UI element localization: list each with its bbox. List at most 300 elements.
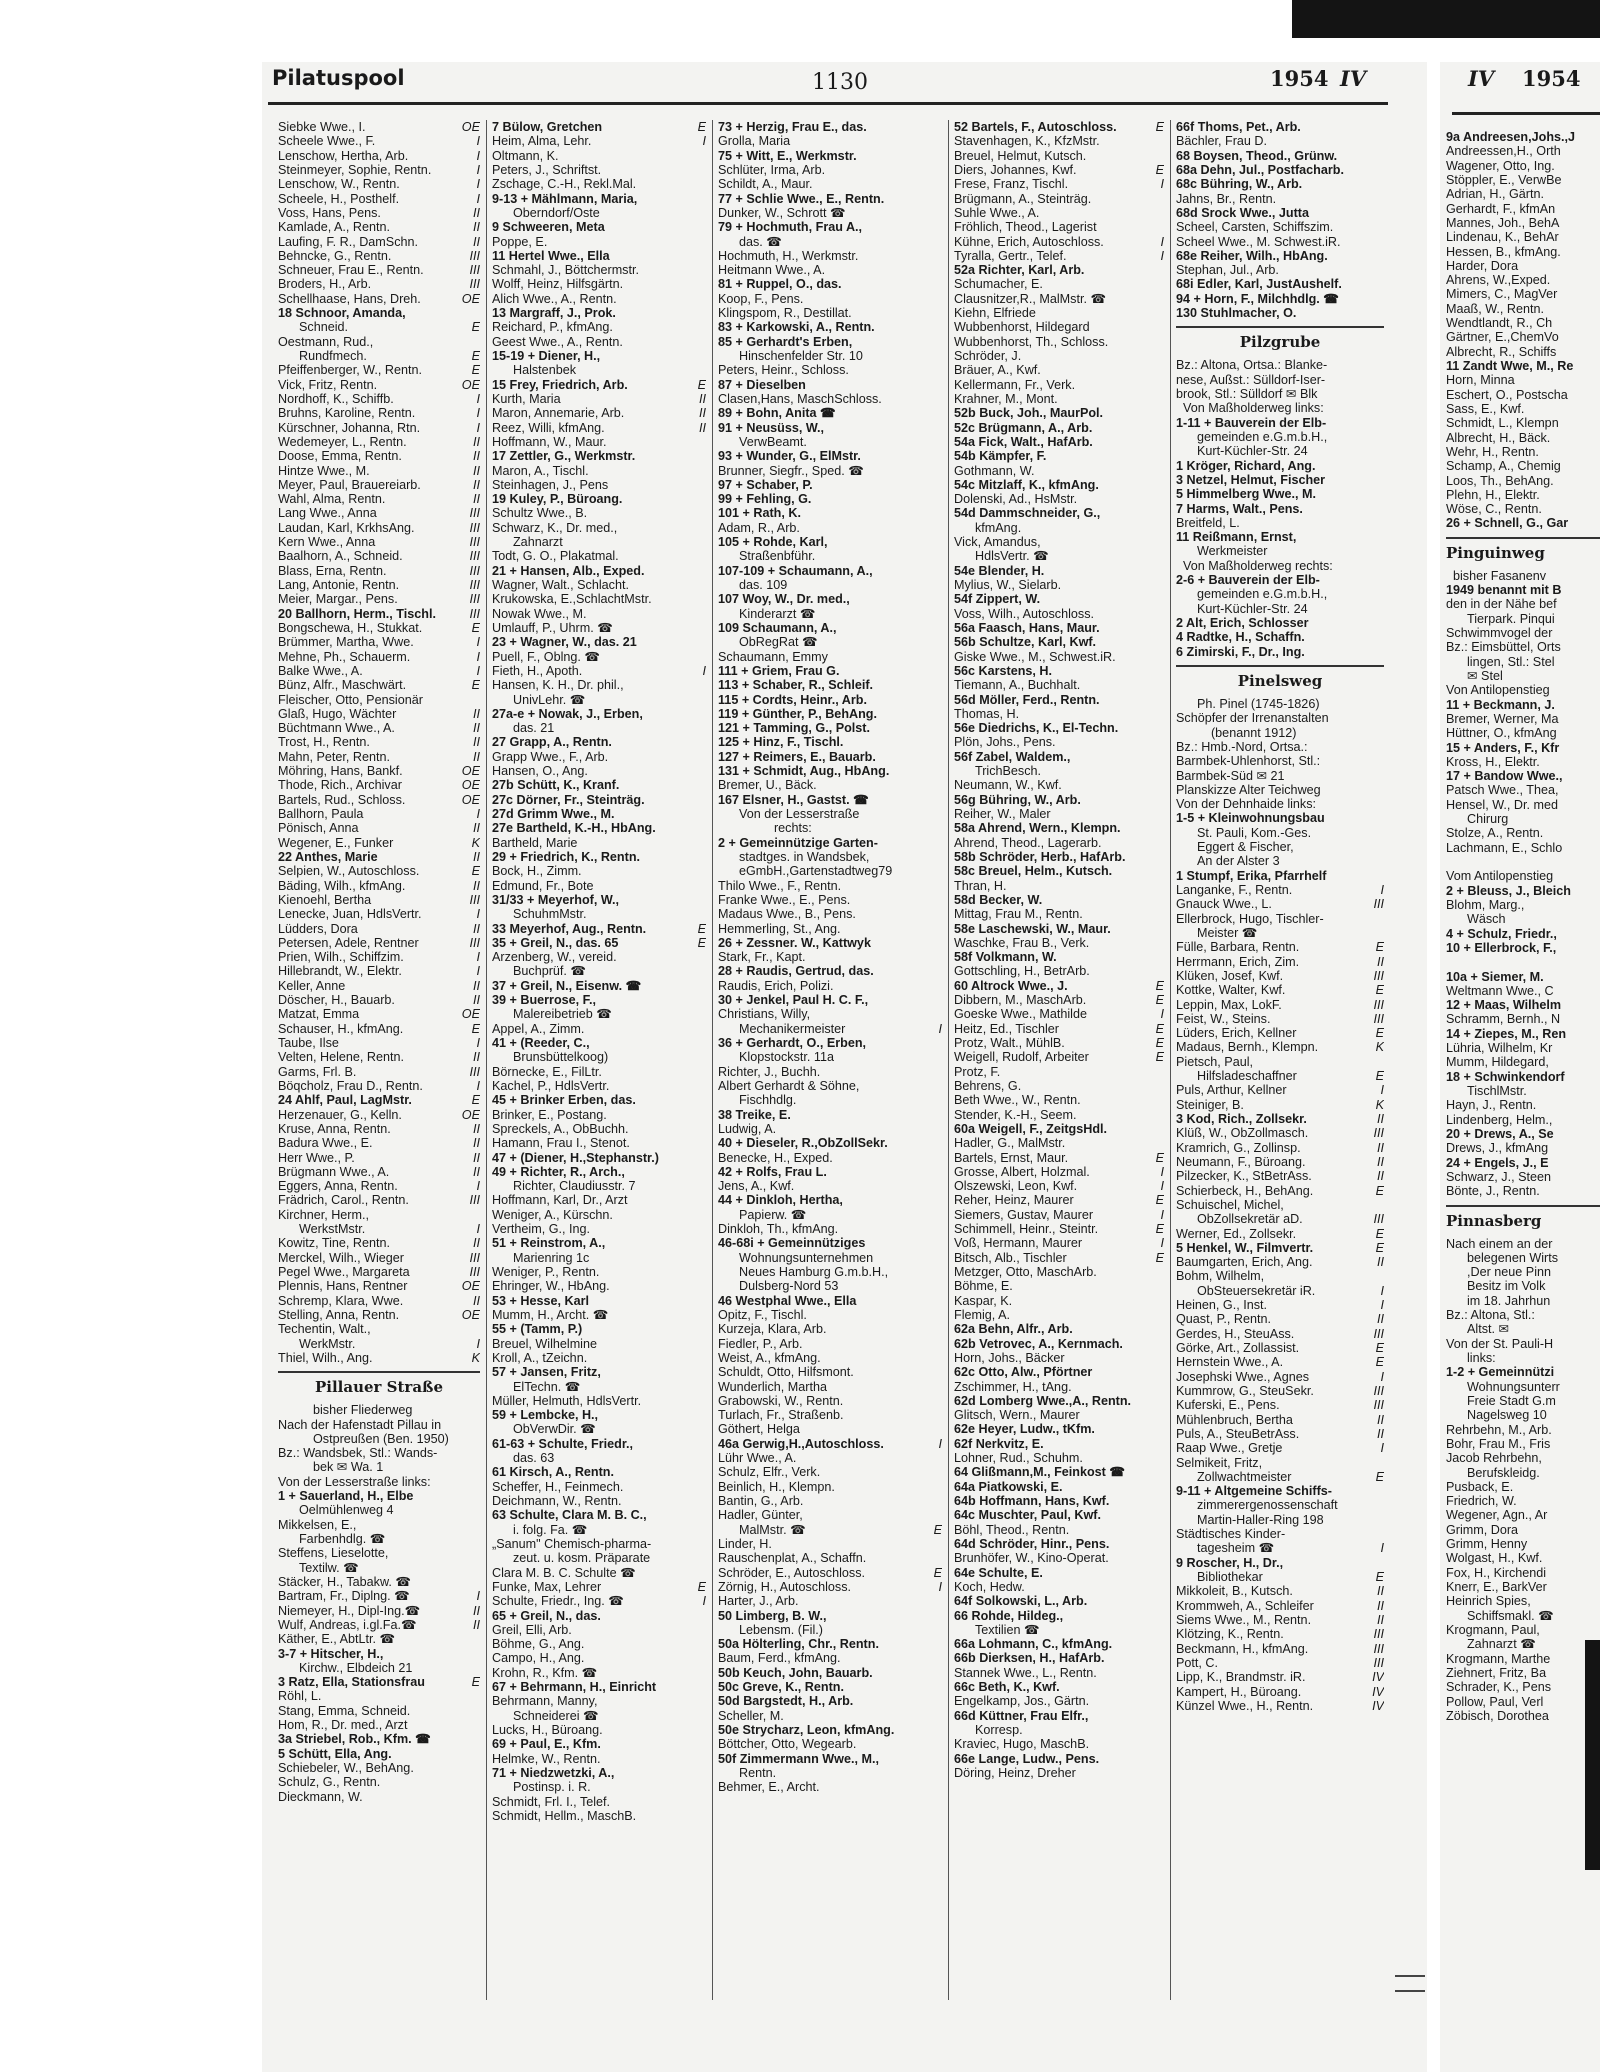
entry-text: 2 Alt, Erich, Schlosser xyxy=(1176,616,1309,630)
floor-marker xyxy=(1160,735,1164,749)
directory-entry xyxy=(492,363,706,377)
floor-marker xyxy=(938,1594,942,1608)
directory-entry xyxy=(278,1236,480,1250)
floor-marker: E xyxy=(697,120,706,134)
directory-entry xyxy=(1176,1627,1384,1641)
floor-marker xyxy=(1160,635,1164,649)
entry-text: Kummrow, G., SteuSekr. xyxy=(1176,1383,1314,1398)
directory-entry xyxy=(1176,740,1384,754)
entry-text: Garms, Frl. B. xyxy=(278,1064,357,1079)
floor-marker xyxy=(1380,1269,1384,1283)
entry-text: Fischhdlg. xyxy=(718,1093,797,1108)
floor-marker: I xyxy=(1160,1236,1164,1251)
floor-marker xyxy=(1160,721,1164,735)
entry-text: Scheele, H., Posthelf. xyxy=(278,191,400,206)
directory-entry xyxy=(278,378,480,392)
directory-entry xyxy=(1176,1198,1384,1212)
entry-text: ObVerwDir. ☎ xyxy=(492,1422,596,1437)
floor-marker xyxy=(938,1480,942,1494)
floor-marker xyxy=(1160,206,1164,220)
entry-text: Kramrich, G., Zollinsp. xyxy=(1176,1140,1301,1155)
directory-entry xyxy=(1176,373,1384,387)
floor-marker: III xyxy=(469,506,480,521)
floor-marker xyxy=(938,764,942,778)
entry-text: Bz.: Altona, Ortsa.: Blanke- xyxy=(1176,358,1328,373)
directory-entry xyxy=(954,879,1164,893)
floor-marker: III xyxy=(1373,1383,1384,1398)
entry-text: Campo, H., Ang. xyxy=(492,1651,585,1666)
directory-entry xyxy=(492,263,706,277)
directory-entry xyxy=(278,1251,480,1265)
directory-entry xyxy=(718,1208,942,1222)
floor-marker xyxy=(702,1551,706,1565)
directory-entry xyxy=(954,635,1164,649)
entry-text: Schimmell, Heinr., Steintr. xyxy=(954,1222,1099,1237)
directory-entry xyxy=(278,177,480,191)
entry-text: Madaus Wwe., B., Pens. xyxy=(718,907,856,922)
entry-text: Mehne, Ph., Schauerm. xyxy=(278,649,411,664)
directory-entry: Plehn, H., Elektr. xyxy=(1446,487,1540,502)
directory-entry xyxy=(954,807,1164,821)
floor-marker: I xyxy=(476,1222,480,1237)
floor-marker xyxy=(938,406,942,420)
floor-marker xyxy=(1160,363,1164,377)
entry-text: zeut. u. kosm. Präparate xyxy=(492,1551,651,1566)
directory-entry: 15 + Anders, F., Kfr xyxy=(1446,740,1560,755)
entry-text: Schulte, Friedr., Ing. ☎ xyxy=(492,1594,624,1609)
entry-text: Zahnarzt xyxy=(492,535,563,550)
floor-marker xyxy=(938,1752,942,1766)
floor-marker xyxy=(702,449,706,463)
floor-marker: III xyxy=(1373,897,1384,912)
directory-entry xyxy=(278,206,480,220)
entry-text: Schneid. xyxy=(278,320,349,335)
floor-marker xyxy=(702,607,706,621)
floor-marker xyxy=(938,277,942,291)
directory-entry xyxy=(1176,573,1384,587)
floor-marker xyxy=(1160,1465,1164,1479)
directory-entry xyxy=(492,1437,706,1451)
directory-entry xyxy=(1176,1227,1384,1241)
entry-text: Heitz, Ed., Tischler xyxy=(954,1021,1059,1036)
entry-text: 97 + Schaber, P. xyxy=(718,477,813,492)
floor-marker: II xyxy=(473,735,480,750)
floor-marker xyxy=(1380,840,1384,854)
entry-text: Zollwachtmeister xyxy=(1176,1469,1292,1484)
directory-entry xyxy=(492,764,706,778)
directory-entry xyxy=(954,549,1164,563)
entry-text: ElTechn. ☎ xyxy=(492,1379,581,1394)
directory-entry xyxy=(1176,277,1384,291)
entry-text: Kottke, Walter, Kwf. xyxy=(1176,983,1286,998)
floor-marker: I xyxy=(476,907,480,922)
floor-marker xyxy=(938,1151,942,1165)
entry-text: Schultz Wwe., B. xyxy=(492,506,588,521)
directory-entry xyxy=(1176,587,1384,601)
directory-entry xyxy=(278,464,480,478)
entry-text: Behrens, G. xyxy=(954,1078,1022,1093)
directory-entry: lingen, Stl.: Stel xyxy=(1446,654,1555,669)
directory-entry xyxy=(492,1465,706,1479)
floor-marker xyxy=(938,478,942,492)
directory-entry xyxy=(1176,811,1384,825)
directory-entry xyxy=(1176,192,1384,206)
floor-marker xyxy=(702,1508,706,1522)
directory-entry xyxy=(954,1666,1164,1680)
entry-text: Ostpreußen (Ben. 1950) xyxy=(278,1431,449,1446)
directory-entry xyxy=(492,1308,706,1322)
entry-text: Opitz, F., Tischl. xyxy=(718,1307,807,1322)
entry-text: Reher, Heinz, Maurer xyxy=(954,1193,1074,1208)
floor-marker xyxy=(1160,263,1164,277)
floor-marker: E xyxy=(1155,1150,1164,1165)
directory-entry xyxy=(1176,1098,1384,1112)
directory-entry xyxy=(718,1079,942,1093)
directory-entry: Ahrens, W.,Exped. xyxy=(1446,273,1551,288)
entry-text: Martin-Haller-Ring 198 xyxy=(1176,1512,1324,1527)
directory-entry xyxy=(492,521,706,535)
directory-entry xyxy=(954,1351,1164,1365)
floor-marker: E xyxy=(1375,1026,1384,1041)
directory-entry xyxy=(278,993,480,1007)
directory-entry xyxy=(718,134,942,148)
floor-marker xyxy=(702,1623,706,1637)
entry-text: 1-5 + Kleinwohnungsbau xyxy=(1176,811,1325,826)
entry-text: Thomas, H. xyxy=(954,706,1020,721)
directory-entry xyxy=(278,621,480,635)
directory-entry: Friedrich, W. xyxy=(1446,1494,1517,1509)
floor-marker xyxy=(938,1337,942,1351)
directory-entry xyxy=(718,492,942,506)
directory-entry xyxy=(954,435,1164,449)
floor-marker: I xyxy=(1160,1164,1164,1179)
entry-text: Von der Lesserstraße links: xyxy=(278,1474,431,1489)
floor-marker xyxy=(1160,1380,1164,1394)
directory-entry xyxy=(718,1737,942,1751)
entry-text: 9 Schweeren, Meta xyxy=(492,220,605,235)
directory-entry xyxy=(718,335,942,349)
directory-entry xyxy=(954,1394,1164,1408)
directory-entry xyxy=(718,149,942,163)
entry-text: Hinschenfelder Str. 10 xyxy=(718,349,863,363)
directory-entry xyxy=(954,464,1164,478)
entry-text: Selmikeit, Fritz, xyxy=(1176,1455,1263,1470)
directory-entry xyxy=(954,1694,1164,1708)
floor-marker xyxy=(938,320,942,334)
entry-text: 68 Boysen, Theod., Grünw. xyxy=(1176,148,1338,163)
floor-marker xyxy=(702,621,706,635)
entry-text: Benecke, H., Exped. xyxy=(718,1150,833,1165)
floor-marker xyxy=(702,1108,706,1122)
floor-marker xyxy=(702,807,706,821)
directory-entry xyxy=(954,922,1164,936)
entry-text: 119 + Günther, P., BehAng. xyxy=(718,706,877,721)
floor-marker: I xyxy=(476,1036,480,1050)
directory-entry xyxy=(718,392,942,406)
entry-text: Christians, Willy, xyxy=(718,1007,811,1022)
directory-entry xyxy=(492,621,706,635)
directory-entry xyxy=(278,635,480,649)
directory-entry: Blohm, Marg., xyxy=(1446,897,1525,912)
directory-entry xyxy=(954,177,1164,191)
directory-entry xyxy=(954,1265,1164,1279)
entry-text: 71 + Niedzwetzki, A., xyxy=(492,1765,615,1780)
directory-entry: Kross, H., Elektr. xyxy=(1446,754,1540,769)
floor-marker xyxy=(938,635,942,649)
directory-entry xyxy=(954,120,1164,134)
floor-marker xyxy=(702,592,706,606)
entry-text: Krahner, M., Mont. xyxy=(954,391,1058,406)
floor-marker: II xyxy=(473,434,480,449)
floor-marker xyxy=(938,1494,942,1508)
directory-entry xyxy=(1176,1427,1384,1441)
floor-marker: II xyxy=(473,721,480,736)
floor-marker xyxy=(1380,602,1384,616)
floor-marker: I xyxy=(476,148,480,163)
entry-text: Protz, F. xyxy=(954,1064,1001,1079)
floor-marker xyxy=(702,521,706,535)
directory-entry xyxy=(278,678,480,692)
directory-entry: Wolgast, H., Kwf. xyxy=(1446,1551,1543,1566)
floor-marker xyxy=(1160,1408,1164,1422)
entry-text: Hadler, Günter, xyxy=(718,1508,803,1523)
directory-entry xyxy=(278,1460,480,1474)
directory-entry xyxy=(954,363,1164,377)
directory-entry xyxy=(492,120,706,134)
floor-marker xyxy=(938,1508,942,1522)
floor-marker xyxy=(702,879,706,893)
floor-marker xyxy=(702,564,706,578)
entry-text: Schuldt, Otto, Hilfsmont. xyxy=(718,1365,854,1380)
entry-text: Siebke Wwe., I. xyxy=(278,120,366,134)
floor-marker: II xyxy=(473,1121,480,1136)
directory-entry xyxy=(278,1790,480,1804)
entry-text: stadtges. in Wandsbek, xyxy=(718,849,870,864)
directory-entry xyxy=(278,879,480,893)
floor-marker xyxy=(938,249,942,263)
floor-marker: E xyxy=(471,1675,480,1690)
directory-entry: 1-2 + Gemeinnützi xyxy=(1446,1365,1555,1380)
floor-marker: I xyxy=(1160,1207,1164,1222)
entry-text: Oestmann, Rud., xyxy=(278,334,374,349)
floor-marker: II xyxy=(473,821,480,836)
entry-text: 53 + Hesse, Karl xyxy=(492,1293,589,1308)
floor-marker xyxy=(702,1723,706,1737)
floor-marker: II xyxy=(473,1617,480,1632)
directory-entry xyxy=(278,1689,480,1703)
floor-marker xyxy=(938,578,942,592)
directory-entry xyxy=(718,893,942,907)
directory-entry xyxy=(954,564,1164,578)
directory-entry xyxy=(492,1022,706,1036)
directory-entry: Albrecht, H., Bäck. xyxy=(1446,430,1551,445)
entry-text: 58f Volkmann, W. xyxy=(954,950,1057,965)
entry-text: Meier, Margar., Pens. xyxy=(278,592,398,607)
floor-marker: III xyxy=(1373,997,1384,1012)
entry-text: Brunner, Siegfr., Sped. ☎ xyxy=(718,463,864,478)
directory-entry xyxy=(278,549,480,563)
directory-entry xyxy=(1176,1284,1384,1298)
entry-text: gemeinden e.G.m.b.H., xyxy=(1176,587,1328,602)
floor-marker xyxy=(476,306,480,320)
directory-entry xyxy=(1176,1012,1384,1026)
floor-marker xyxy=(1160,1093,1164,1107)
entry-text: Lenecke, Juan, HdlsVertr. xyxy=(278,907,422,922)
directory-entry xyxy=(718,306,942,320)
entry-text: Grosse, Albert, Holzmal. xyxy=(954,1164,1090,1179)
entry-text: Thran, H. xyxy=(954,878,1007,893)
directory-entry xyxy=(954,1465,1164,1479)
directory-entry xyxy=(1176,1656,1384,1670)
directory-entry xyxy=(718,1122,942,1136)
entry-text: Göthert, Helga xyxy=(718,1422,800,1437)
entry-text: 41 + (Reeder, C., xyxy=(492,1036,590,1050)
floor-marker: E xyxy=(1155,162,1164,177)
entry-text: Glaß, Hugo, Wächter xyxy=(278,706,397,721)
directory-entry xyxy=(718,1651,942,1665)
floor-marker xyxy=(702,1265,706,1279)
floor-marker: I xyxy=(476,406,480,421)
directory-entry xyxy=(954,277,1164,291)
floor-marker xyxy=(702,1752,706,1766)
floor-marker xyxy=(702,836,706,850)
entry-text: Neumann, W., Kwf. xyxy=(954,778,1062,793)
entry-text: Voss, Wilh., Autoschloss. xyxy=(954,606,1094,621)
directory-entry xyxy=(1176,134,1384,148)
directory-entry xyxy=(954,1222,1164,1236)
directory-entry: Loos, Th., BehAng. xyxy=(1446,473,1554,488)
entry-text: Bräuer, A., Kwf. xyxy=(954,363,1041,378)
directory-entry xyxy=(718,1294,942,1308)
entry-text: 27a-e + Nowak, J., Erben, xyxy=(492,706,643,721)
floor-marker xyxy=(702,893,706,907)
directory-entry xyxy=(718,578,942,592)
entry-text: 27 Grapp, A., Rentn. xyxy=(492,735,612,750)
directory-entry xyxy=(278,1718,480,1732)
floor-marker xyxy=(1160,650,1164,664)
floor-marker: E xyxy=(471,864,480,879)
directory-entry xyxy=(278,1489,480,1503)
floor-marker xyxy=(1160,1566,1164,1580)
directory-entry xyxy=(278,1136,480,1150)
entry-text: 63 Schulte, Clara M. B. C., xyxy=(492,1508,647,1523)
floor-marker: II xyxy=(473,1164,480,1179)
directory-entry: Schmidt, L., Klempn xyxy=(1446,416,1559,431)
floor-marker xyxy=(702,1151,706,1165)
entry-text: Stang, Emma, Schneid. xyxy=(278,1703,411,1718)
floor-marker xyxy=(1380,473,1384,487)
entry-text: 65 + Greil, N., das. xyxy=(492,1608,601,1623)
floor-marker xyxy=(938,1766,942,1780)
entry-text: Kirchw., Elbdeich 21 xyxy=(278,1660,413,1675)
directory-entry xyxy=(492,1723,706,1737)
floor-marker xyxy=(1380,163,1384,177)
floor-marker xyxy=(1380,826,1384,840)
directory-entry xyxy=(954,335,1164,349)
entry-text: 125 + Hinz, F., Tischl. xyxy=(718,735,844,750)
floor-marker: III xyxy=(469,277,480,292)
directory-entry xyxy=(278,335,480,349)
floor-marker xyxy=(938,1050,942,1064)
entry-text: Lebensm. (Fil.) xyxy=(718,1622,823,1637)
directory-entry xyxy=(278,778,480,792)
directory-entry xyxy=(278,1475,480,1489)
entry-text: 66b Dierksen, H., HafArb. xyxy=(954,1651,1105,1666)
entry-text: Dunker, W., Schrott ☎ xyxy=(718,205,846,220)
floor-marker xyxy=(1160,1108,1164,1122)
entry-text: Suhle Wwe., A. xyxy=(954,205,1040,220)
directory-entry xyxy=(492,1795,706,1809)
floor-marker xyxy=(702,1408,706,1422)
entry-text: Wubbenhorst, Hildegard xyxy=(954,320,1090,335)
directory-entry: Vom Antilopenstieg xyxy=(1446,869,1554,884)
floor-marker xyxy=(1380,811,1384,825)
entry-text: Kirchner, Herm., xyxy=(278,1207,369,1222)
floor-marker xyxy=(476,1647,480,1661)
entry-text: 111 + Griem, Frau G. xyxy=(718,663,840,678)
floor-marker: E xyxy=(697,935,706,950)
directory-entry xyxy=(718,607,942,621)
entry-text: 50c Greve, K., Rentn. xyxy=(718,1680,844,1695)
entry-text: Pilzecker, K., StBetrAss. xyxy=(1176,1169,1312,1184)
entry-text: Kurt-Küchler-Str. 24 xyxy=(1176,601,1308,616)
entry-text: nese, Außst.: Sülldorf-Iser- xyxy=(1176,372,1326,387)
floor-marker: III xyxy=(469,1193,480,1208)
directory-entry xyxy=(1176,854,1384,868)
entry-text: Raudis, Erich, Polizi. xyxy=(718,978,834,993)
entry-text: 66a Lohmann, C., kfmAng. xyxy=(954,1637,1113,1652)
entry-text: Bohm, Wilhelm, xyxy=(1176,1269,1265,1284)
directory-entry xyxy=(718,907,942,921)
entry-text: Klopstockstr. 11a xyxy=(718,1050,834,1065)
directory-entry xyxy=(278,1151,480,1165)
entry-text: Mikkelsen, E., xyxy=(278,1517,357,1532)
directory-entry xyxy=(278,1403,480,1417)
directory-entry xyxy=(1176,163,1384,177)
directory-entry xyxy=(718,1022,942,1036)
floor-marker xyxy=(476,1475,480,1489)
entry-text: Heitmann Wwe., A. xyxy=(718,263,826,278)
floor-marker xyxy=(702,778,706,792)
entry-text: 52 Bartels, F., Autoschloss. xyxy=(954,120,1117,134)
floor-marker: I xyxy=(476,649,480,664)
floor-marker: E xyxy=(1155,1250,1164,1265)
floor-marker xyxy=(702,1165,706,1179)
directory-entry xyxy=(492,564,706,578)
floor-marker xyxy=(1160,1523,1164,1537)
floor-marker xyxy=(1380,769,1384,783)
floor-marker: E xyxy=(697,921,706,936)
street-heading: Pilzgrube xyxy=(1176,326,1384,356)
entry-text: tagesheim ☎ xyxy=(1176,1541,1275,1556)
entry-text: Schmidt, Hellm., MaschB. xyxy=(492,1808,637,1823)
directory-entry xyxy=(278,1775,480,1789)
directory-entry xyxy=(718,750,942,764)
entry-text: Grolla, Maria xyxy=(718,134,791,149)
directory-entry xyxy=(492,206,706,220)
entry-text: Geest Wwe., A., Rentn. xyxy=(492,334,623,349)
entry-text: Koch, Hedw. xyxy=(954,1579,1025,1594)
directory-entry xyxy=(718,292,942,306)
street-heading: Pinguinweg xyxy=(1446,537,1600,567)
entry-text: SchuhmMstr. xyxy=(492,907,587,922)
floor-marker: I xyxy=(476,1589,480,1604)
floor-marker xyxy=(1380,306,1384,320)
directory-entry xyxy=(1176,306,1384,320)
directory-entry xyxy=(1176,1069,1384,1083)
floor-marker xyxy=(1160,750,1164,764)
floor-marker xyxy=(1380,754,1384,768)
